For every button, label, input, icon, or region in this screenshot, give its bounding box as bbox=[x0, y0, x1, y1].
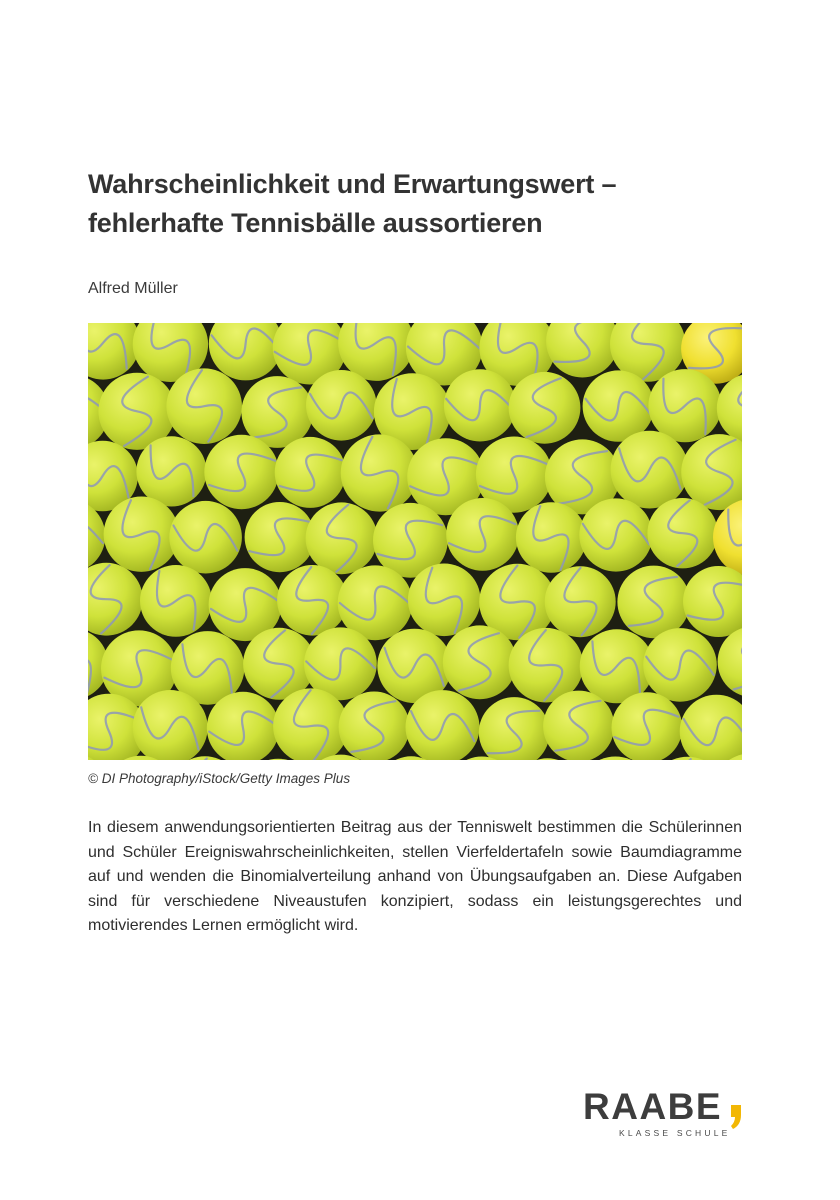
tennis-ball bbox=[306, 370, 377, 441]
logo-wordmark: RAABE bbox=[583, 1086, 723, 1127]
tennis-ball bbox=[444, 369, 516, 441]
tennis-ball bbox=[275, 437, 346, 508]
tennis-ball bbox=[543, 691, 614, 760]
tennis-ball bbox=[509, 372, 581, 444]
tennis-ball bbox=[408, 564, 481, 637]
tennis-ball bbox=[583, 370, 654, 441]
tennis-ball bbox=[545, 566, 616, 637]
tennis-ball bbox=[140, 565, 212, 637]
tennis-ball bbox=[516, 502, 587, 573]
tennis-ball bbox=[339, 692, 410, 761]
tennis-ball bbox=[306, 502, 378, 574]
tennis-ball bbox=[136, 436, 206, 506]
tennis-ball bbox=[166, 368, 242, 444]
tennis-ball bbox=[277, 565, 348, 636]
tennis-ball bbox=[245, 502, 315, 572]
tennis-ball bbox=[443, 625, 517, 699]
tennis-ball bbox=[643, 628, 717, 702]
tennis-ball bbox=[579, 498, 652, 571]
tennis-ball bbox=[169, 501, 242, 574]
tennis-ball bbox=[612, 692, 683, 760]
raabe-logo bbox=[583, 1085, 753, 1145]
document-title bbox=[88, 165, 768, 243]
tennis-ball bbox=[580, 629, 654, 703]
title-line-2: fehlerhafte Tennisbälle aussortieren bbox=[88, 208, 543, 238]
tennis-balls-photo bbox=[88, 323, 742, 760]
tennis-ball bbox=[446, 498, 519, 571]
tennis-balls-image bbox=[88, 323, 742, 760]
tennis-ball bbox=[204, 435, 278, 509]
logo-comma-icon bbox=[730, 1105, 742, 1129]
tennis-ball bbox=[104, 497, 179, 572]
logo-tagline: KLASSE SCHULE bbox=[619, 1128, 731, 1138]
title-line-1: Wahrscheinlichkeit und Erwartungswert – bbox=[88, 169, 617, 199]
tennis-ball bbox=[648, 369, 721, 442]
tennis-ball bbox=[647, 498, 717, 568]
photo-credit: © DI Photography/iStock/Getty Images Plus bbox=[88, 771, 351, 786]
tennis-ball bbox=[617, 566, 690, 639]
intro-paragraph: In diesem anwendungsorientierten Beitrag aus der Tenniswelt bestimmen die Schülerinnen und Schüler Ereigniswahrscheinlichkeiten, stellen Vierfeldertafeln sowie Baumdiagramme auf und wenden die Binomialverteilung anhand von Übungsaufgaben an. Diese Aufgaben sind für verschiedene Niveaustufen konzipiert, sodass ein leistungsgerechtes und motivierendes Lernen ermöglicht wird. bbox=[88, 819, 742, 934]
author-name: Alfred Müller bbox=[88, 280, 178, 297]
tennis-ball bbox=[341, 434, 418, 511]
tennis-ball bbox=[611, 431, 689, 509]
